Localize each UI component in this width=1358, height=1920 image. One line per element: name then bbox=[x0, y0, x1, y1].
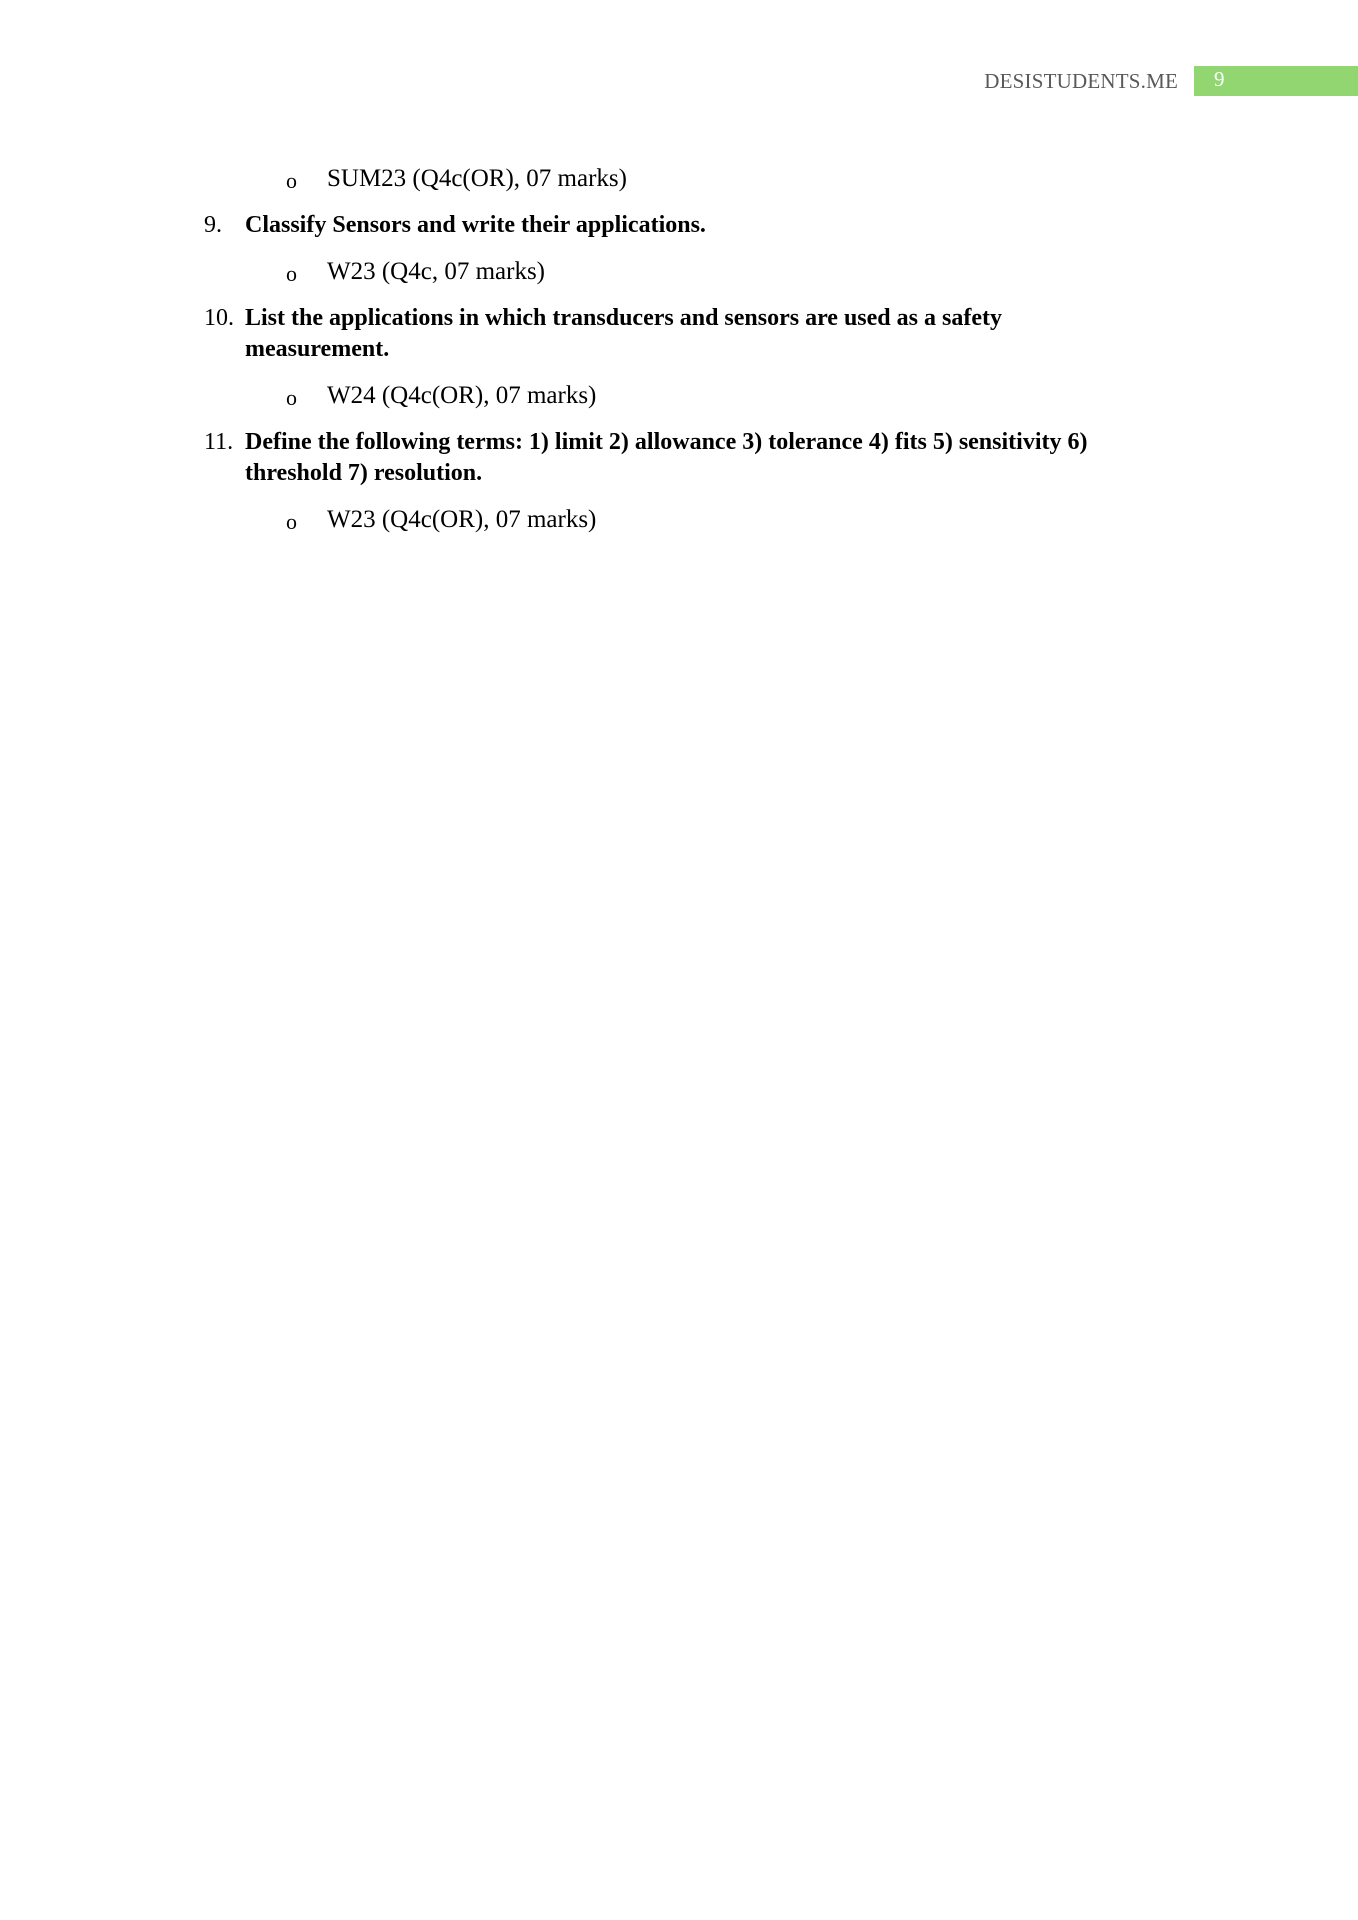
bullet-marker: o bbox=[286, 385, 297, 410]
bullet-marker: o bbox=[286, 168, 297, 193]
exam-reference-text: W23 (Q4c(OR), 07 marks) bbox=[327, 506, 597, 533]
question-item bbox=[0, 303, 1358, 365]
question-text: List the applications in which transducers and sensors are used as a safety measurement. bbox=[245, 305, 1002, 362]
site-name: DESISTUDENTS.ME bbox=[984, 69, 1178, 93]
exam-reference-text: SUM23 (Q4c(OR), 07 marks) bbox=[327, 165, 627, 192]
exam-reference-text: W24 (Q4c(OR), 07 marks) bbox=[327, 382, 597, 409]
page-number: 9 bbox=[1194, 66, 1358, 96]
bullet-marker: o bbox=[286, 261, 297, 286]
exam-reference bbox=[0, 377, 1358, 415]
bullet-marker: o bbox=[286, 509, 297, 534]
exam-reference bbox=[0, 160, 1358, 198]
question-number: 10. bbox=[204, 305, 234, 331]
question-text: Define the following terms: 1) limit 2) allowance 3) tolerance 4) fits 5) sensitivity 6) threshold 7) resolution. bbox=[245, 429, 1088, 486]
question-item bbox=[0, 210, 1358, 241]
page-header bbox=[984, 66, 1358, 96]
question-text: Classify Sensors and write their applications. bbox=[245, 212, 706, 238]
exam-reference bbox=[0, 253, 1358, 291]
question-list bbox=[0, 160, 1358, 551]
exam-reference bbox=[0, 501, 1358, 539]
question-item bbox=[0, 427, 1358, 489]
question-number: 11. bbox=[204, 429, 234, 455]
exam-reference-text: W23 (Q4c, 07 marks) bbox=[327, 258, 545, 285]
question-number: 9. bbox=[204, 212, 222, 238]
